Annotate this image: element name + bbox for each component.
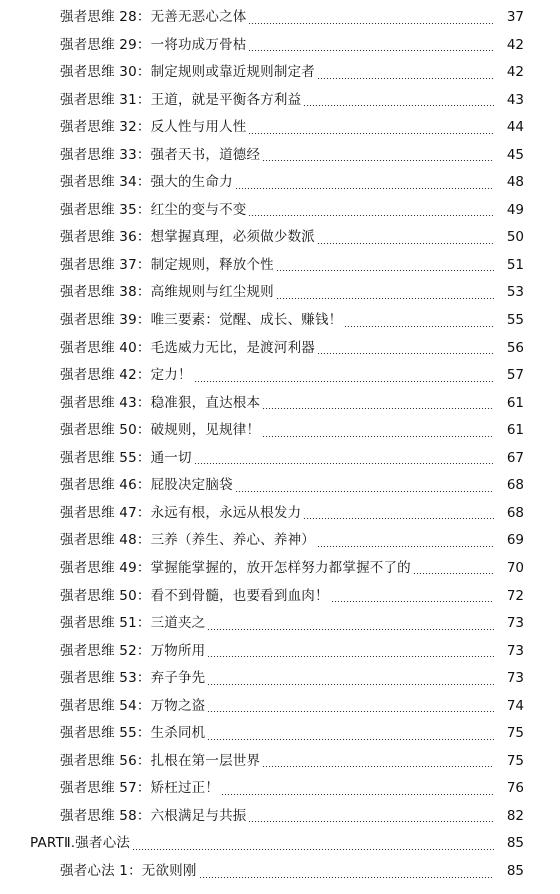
toc-page-number: 72 (506, 587, 524, 604)
toc-entry-title: 强者思维 57：矫枉过正！ (60, 780, 220, 797)
toc-page-number: 50 (506, 229, 524, 246)
toc-entry[interactable] (0, 362, 560, 390)
toc-entry-title: 强者思维 39：唯三要素：觉醒、成长、赚钱！ (60, 312, 343, 329)
dot-leader (207, 711, 494, 712)
toc-page-number: 43 (506, 91, 524, 108)
toc-entry-title: 强者思维 51：三道夹之 (60, 615, 206, 632)
dot-leader (248, 215, 494, 216)
toc-page-number: 55 (506, 312, 524, 329)
toc-entry[interactable] (0, 638, 560, 666)
dot-leader (199, 877, 494, 878)
toc-entry-title: 强者思维 37：制定规则，释放个性 (60, 256, 274, 273)
toc-entry-title: 强者心法 1：无欲则刚 (60, 862, 197, 879)
toc-entry[interactable] (0, 748, 560, 776)
dot-leader (248, 133, 494, 134)
toc-entry-title: 强者思维 47：永远有根，永远从根发力 (60, 504, 302, 521)
dot-leader (235, 491, 494, 492)
toc-entry-title: 强者思维 50：看不到骨髓，也要看到血肉！ (60, 587, 329, 604)
toc-page-number: 67 (506, 449, 524, 466)
toc-entry[interactable] (0, 197, 560, 225)
toc-page-number: 75 (506, 752, 524, 769)
toc-entry[interactable] (0, 279, 560, 307)
dot-leader (317, 243, 494, 244)
toc-entry-title: 强者思维 36：想掌握真理，必须做少数派 (60, 229, 315, 246)
toc-page-number: 74 (506, 697, 524, 714)
toc-page-number: 51 (506, 256, 524, 273)
toc-page-number: 68 (506, 504, 524, 521)
toc-entry[interactable] (0, 307, 560, 335)
toc-entry-title: PARTⅡ.强者心法 (30, 835, 131, 852)
dot-leader (207, 656, 494, 657)
toc-entry[interactable] (0, 858, 560, 886)
toc-part-heading[interactable] (0, 830, 560, 858)
toc-page-number: 75 (506, 725, 524, 742)
dot-leader (248, 23, 494, 24)
toc-entry[interactable] (0, 555, 560, 583)
toc-entry[interactable] (0, 665, 560, 693)
toc-page-number: 73 (506, 670, 524, 687)
dot-leader (413, 573, 494, 574)
toc-page-number: 45 (506, 146, 524, 163)
dot-leader (317, 546, 494, 547)
toc-entry-title: 强者思维 54：万物之盗 (60, 697, 206, 714)
dot-leader (235, 188, 494, 189)
toc-entry-title: 强者思维 50：破规则，见规律！ (60, 422, 261, 439)
toc-page-number: 73 (506, 642, 524, 659)
toc-entry[interactable] (0, 803, 560, 831)
toc-entry-title: 强者思维 56：扎根在第一层世界 (60, 752, 261, 769)
dot-leader (331, 601, 494, 602)
toc-page-number: 56 (506, 339, 524, 356)
toc-page-number: 85 (506, 862, 524, 879)
dot-leader (262, 436, 494, 437)
toc-entry[interactable] (0, 252, 560, 280)
toc-entry[interactable] (0, 87, 560, 115)
toc-page-number: 70 (506, 559, 524, 576)
toc-page-number: 49 (506, 201, 524, 218)
dot-leader (303, 105, 494, 106)
toc-page-number: 73 (506, 615, 524, 632)
toc-entry[interactable] (0, 445, 560, 473)
dot-leader (262, 408, 494, 409)
toc-page-number: 48 (506, 174, 524, 191)
dot-leader (317, 78, 494, 79)
dot-leader (221, 794, 494, 795)
toc-entry-title: 强者思维 55：生杀同机 (60, 725, 206, 742)
dot-leader (344, 326, 494, 327)
toc-page-number: 85 (506, 835, 524, 852)
toc-page-number: 68 (506, 477, 524, 494)
toc-entry[interactable] (0, 142, 560, 170)
toc-entry-title: 强者思维 30：制定规则或靠近规则制定者 (60, 64, 315, 81)
toc-entry[interactable] (0, 32, 560, 60)
toc-page-number: 69 (506, 532, 524, 549)
dot-leader (194, 463, 494, 464)
toc-page-number: 76 (506, 780, 524, 797)
toc-entry-title: 强者思维 34：强大的生命力 (60, 174, 233, 191)
toc-entry[interactable] (0, 335, 560, 363)
toc-entry-title: 强者思维 52：万物所用 (60, 642, 206, 659)
dot-leader (262, 766, 494, 767)
toc-entry[interactable] (0, 169, 560, 197)
toc-entry-title: 强者思维 43：稳准狠，直达根本 (60, 394, 261, 411)
toc-entry[interactable] (0, 4, 560, 32)
dot-leader (194, 381, 494, 382)
dot-leader (276, 298, 494, 299)
toc-entry-title: 强者思维 28：无善无恶心之体 (60, 9, 247, 26)
toc-entry[interactable] (0, 224, 560, 252)
dot-leader (207, 629, 494, 630)
toc-entry[interactable] (0, 582, 560, 610)
toc-page-number: 57 (506, 367, 524, 384)
toc-entry[interactable] (0, 720, 560, 748)
dot-leader (132, 849, 494, 850)
dot-leader (207, 739, 494, 740)
toc-entry[interactable] (0, 610, 560, 638)
toc-entry-title: 强者思维 40：毛选威力无比，是渡河利器 (60, 339, 315, 356)
toc-page-number: 61 (506, 394, 524, 411)
dot-leader (248, 50, 494, 51)
toc-entry-title: 强者思维 35：红尘的变与不变 (60, 201, 247, 218)
toc-entry-title: 强者思维 46：屁股决定脑袋 (60, 477, 233, 494)
toc-page-number: 42 (506, 64, 524, 81)
toc-entry-title: 强者思维 38：高维规则与红尘规则 (60, 284, 274, 301)
toc-page-number: 53 (506, 284, 524, 301)
dot-leader (248, 821, 494, 822)
toc-entry[interactable] (0, 390, 560, 418)
toc-entry[interactable] (0, 59, 560, 87)
toc-entry-title: 强者思维 31：王道，就是平衡各方利益 (60, 91, 302, 108)
toc-page-number: 61 (506, 422, 524, 439)
toc-entry-title: 强者思维 48：三养（养生、养心、养神） (60, 532, 315, 549)
toc-entry-title: 强者思维 49：掌握能掌握的，放开怎样努力都掌握不了的 (60, 559, 411, 576)
toc-entry-title: 强者思维 53：弃子争先 (60, 670, 206, 687)
toc-entry[interactable] (0, 417, 560, 445)
toc-entry-title: 强者思维 33：强者天书，道德经 (60, 146, 261, 163)
toc-entry-title: 强者思维 58：六根满足与共振 (60, 807, 247, 824)
dot-leader (262, 160, 494, 161)
toc-entry[interactable] (0, 472, 560, 500)
dot-leader (317, 353, 494, 354)
toc-page-number: 42 (506, 36, 524, 53)
toc-entry[interactable] (0, 693, 560, 721)
toc-entry-title: 强者思维 29：一将功成万骨枯 (60, 36, 247, 53)
dot-leader (303, 518, 494, 519)
toc-entry[interactable] (0, 527, 560, 555)
toc-entry-title: 强者思维 32：反人性与用人性 (60, 119, 247, 136)
toc-entry-title: 强者思维 55：通一切 (60, 449, 192, 466)
dot-leader (276, 270, 494, 271)
table-of-contents (0, 4, 560, 886)
dot-leader (207, 684, 494, 685)
toc-entry[interactable] (0, 114, 560, 142)
toc-entry[interactable] (0, 775, 560, 803)
toc-page-number: 44 (506, 119, 524, 136)
toc-entry-title: 强者思维 42：定力！ (60, 367, 192, 384)
toc-entry[interactable] (0, 500, 560, 528)
toc-page-number: 37 (506, 9, 524, 26)
toc-page-number: 82 (506, 807, 524, 824)
